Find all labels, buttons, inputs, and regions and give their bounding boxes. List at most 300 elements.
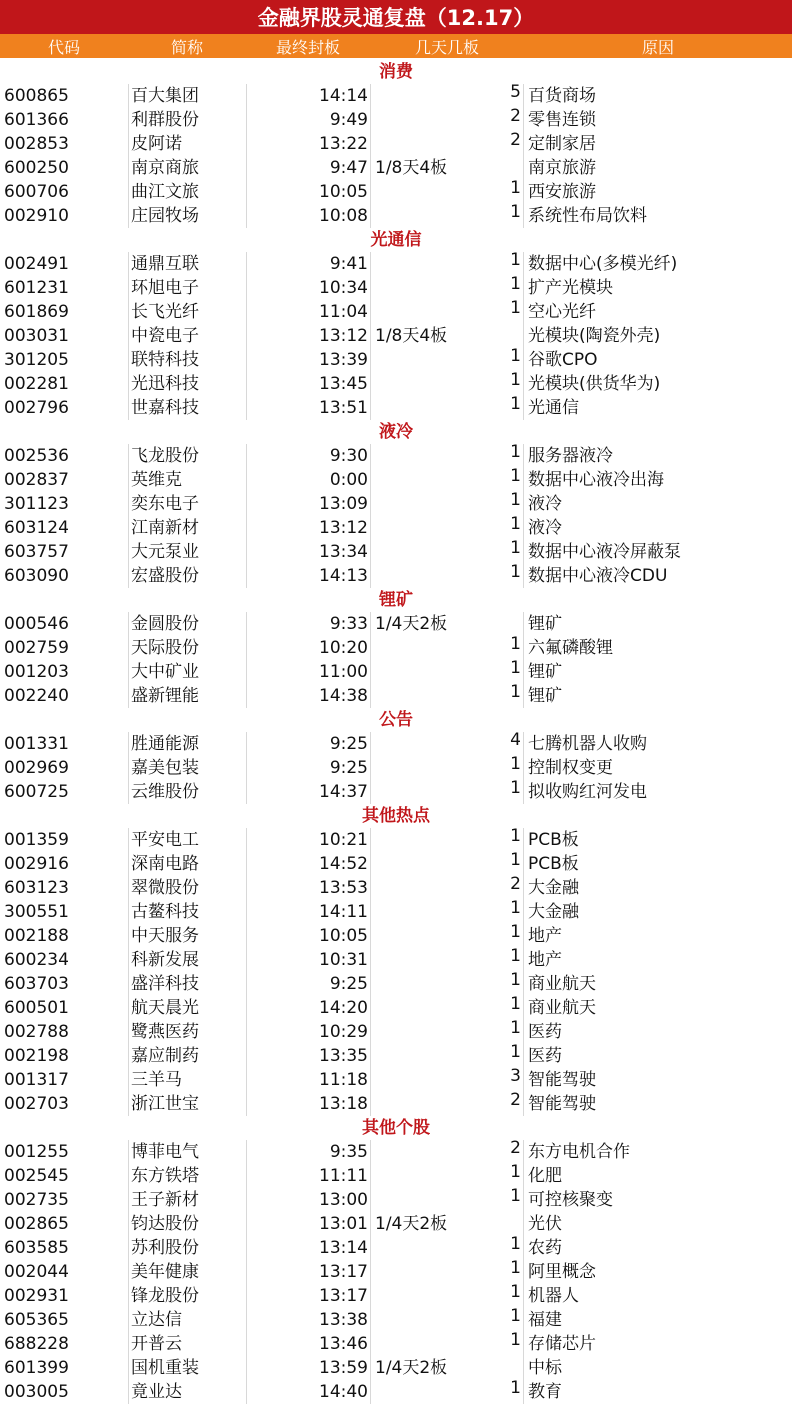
cell-reason: 数据中心液冷CDU [528,566,668,586]
cell-days [370,468,524,492]
table-row [0,996,792,1020]
cell-time: 13:34 [246,540,370,564]
cell-name: 盛新锂能 [128,684,246,708]
cell-board-count: 1 [510,178,521,198]
cell-time: 10:21 [246,828,370,852]
cell-reason: 扩产光模块 [528,278,613,298]
cell-time: 14:52 [246,852,370,876]
cell-board-count: 1 [510,466,521,486]
cell-board-count: 1 [510,970,521,990]
cell-board-count: 1 [510,442,521,462]
table-row [0,1356,792,1380]
cell-days [370,1188,524,1212]
cell-reason: 锂矿 [528,614,562,634]
cell-code: 301205 [4,350,69,370]
table-row [0,540,792,564]
cell-name: 宏盛股份 [128,564,246,588]
section-title: 消费 [379,62,413,82]
table-row [0,396,792,420]
cell-reason: 光伏 [528,1214,562,1234]
cell-name: 联特科技 [128,348,246,372]
cell-reason: 南京旅游 [528,158,596,178]
cell-board-count: 1 [510,1306,521,1326]
cell-board-count: 1 [510,1330,521,1350]
cell-days [370,516,524,540]
cell-code: 002491 [4,254,69,274]
cell-board-count: 1 [510,1282,521,1302]
cell-reason: 医药 [528,1046,562,1066]
cell-time: 9:41 [246,252,370,276]
cell-reason: 百货商场 [528,86,596,106]
cell-name: 开普云 [128,1332,246,1356]
cell-code: 002281 [4,374,69,394]
cell-days [370,132,524,156]
cell-time: 13:51 [246,396,370,420]
cell-code: 601231 [4,278,69,298]
cell-time: 13:18 [246,1092,370,1116]
cell-days [370,876,524,900]
cell-reason: 数据中心液冷屏蔽泵 [528,542,681,562]
table-row [0,156,792,180]
table-body [0,58,792,1404]
cell-time: 13:35 [246,1044,370,1068]
cell-time: 11:11 [246,1164,370,1188]
cell-time: 9:30 [246,444,370,468]
section-title: 锂矿 [379,590,413,610]
cell-name: 中瓷电子 [128,324,246,348]
table-row [0,1044,792,1068]
cell-board-count: 1 [510,490,521,510]
section-title: 液冷 [379,422,413,442]
cell-name: 航天晨光 [128,996,246,1020]
table-row [0,1284,792,1308]
cell-code: 001331 [4,734,69,754]
cell-board-count: 1 [510,514,521,534]
cell-reason: 锂矿 [528,662,562,682]
cell-reason: 谷歌CPO [528,350,598,370]
cell-time: 13:46 [246,1332,370,1356]
cell-reason: 存储芯片 [528,1334,596,1354]
cell-code: 300551 [4,902,69,922]
cell-code: 001359 [4,830,69,850]
cell-board-count: 1 [510,922,521,942]
cell-days [370,84,524,108]
cell-code: 002188 [4,926,69,946]
cell-reason: 中标 [528,1358,562,1378]
page-title: 金融界股灵通复盘（12.17） [0,0,792,34]
table-row [0,84,792,108]
table-row [0,516,792,540]
cell-board-count: 1 [510,1018,521,1038]
table-row [0,780,792,804]
cell-time: 13:22 [246,132,370,156]
cell-reason: 数据中心液冷出海 [528,470,664,490]
cell-time: 13:09 [246,492,370,516]
cell-days [370,204,524,228]
cell-time: 14:40 [246,1380,370,1404]
cell-board-count: 1 [510,898,521,918]
cell-reason: PCB板 [528,830,579,850]
cell-days [370,564,524,588]
cell-code: 603124 [4,518,69,538]
table-row [0,1188,792,1212]
cell-time: 9:33 [246,612,370,636]
cell-board-count: 1 [510,1234,521,1254]
table-row [0,372,792,396]
table-row [0,900,792,924]
cell-days [370,300,524,324]
cell-name: 美年健康 [128,1260,246,1284]
cell-code: 001203 [4,662,69,682]
cell-time: 10:05 [246,180,370,204]
cell-time: 10:05 [246,924,370,948]
cell-days [370,1236,524,1260]
cell-name: 嘉应制药 [128,1044,246,1068]
cell-days [370,1308,524,1332]
cell-days [370,972,524,996]
cell-name: 国机重装 [128,1356,246,1380]
cell-time: 13:01 [246,1212,370,1236]
cell-time: 9:25 [246,756,370,780]
cell-name: 天际股份 [128,636,246,660]
cell-code: 002735 [4,1190,69,1210]
cell-days [370,1140,524,1164]
cell-days [370,1284,524,1308]
cell-days [370,372,524,396]
cell-name: 盛洋科技 [128,972,246,996]
cell-reason: PCB板 [528,854,579,874]
cell-reason: 阿里概念 [528,1262,596,1282]
cell-reason: 东方电机合作 [528,1142,630,1162]
cell-reason: 零售连锁 [528,110,596,130]
cell-days [370,444,524,468]
cell-reason: 教育 [528,1382,562,1402]
cell-time: 13:38 [246,1308,370,1332]
cell-reason: 液冷 [528,518,562,538]
cell-code: 002536 [4,446,69,466]
cell-name: 科新发展 [128,948,246,972]
cell-time: 14:11 [246,900,370,924]
cell-reason: 拟收购红河发电 [528,782,647,802]
cell-time: 9:35 [246,1140,370,1164]
cell-board-count: 1 [510,994,521,1014]
cell-days [370,396,524,420]
cell-time: 14:13 [246,564,370,588]
table-row [0,204,792,228]
cell-code: 002853 [4,134,69,154]
cell-board-count: 1 [510,562,521,582]
cell-days [370,1164,524,1188]
cell-days [370,852,524,876]
cell-reason: 七腾机器人收购 [528,734,647,754]
cell-board-count: 2 [510,106,521,126]
cell-days [370,900,524,924]
cell-code: 600865 [4,86,69,106]
cell-days-range: 1/4天2板 [375,1358,448,1378]
cell-reason: 智能驾驶 [528,1094,596,1114]
cell-reason: 空心光纤 [528,302,596,322]
cell-name: 苏利股份 [128,1236,246,1260]
cell-name: 大元泵业 [128,540,246,564]
cell-days [370,276,524,300]
cell-time: 13:12 [246,516,370,540]
section-title: 其他个股 [362,1118,430,1138]
cell-code: 002788 [4,1022,69,1042]
cell-time: 10:08 [246,204,370,228]
table-row [0,1068,792,1092]
cell-days [370,1068,524,1092]
cell-board-count: 3 [510,1066,521,1086]
section-title: 其他热点 [362,806,430,826]
cell-days [370,1260,524,1284]
cell-board-count: 2 [510,1090,521,1110]
cell-days [370,828,524,852]
cell-name: 庄园牧场 [128,204,246,228]
table-row [0,324,792,348]
cell-days [370,612,524,636]
cell-board-count: 1 [510,826,521,846]
cell-code: 600250 [4,158,69,178]
cell-name: 胜通能源 [128,732,246,756]
cell-time: 13:14 [246,1236,370,1260]
table-row [0,348,792,372]
cell-code: 601399 [4,1358,69,1378]
table-row [0,132,792,156]
cell-days-range: 1/4天2板 [375,1214,448,1234]
cell-reason: 可控核聚变 [528,1190,613,1210]
cell-reason: 商业航天 [528,998,596,1018]
cell-board-count: 2 [510,874,521,894]
cell-board-count: 2 [510,1138,521,1158]
cell-days [370,1020,524,1044]
cell-name: 竟业达 [128,1380,246,1404]
cell-days [370,492,524,516]
cell-time: 10:29 [246,1020,370,1044]
cell-name: 飞龙股份 [128,444,246,468]
cell-board-count: 1 [510,1258,521,1278]
cell-code: 002837 [4,470,69,490]
cell-name: 中天服务 [128,924,246,948]
table-row [0,732,792,756]
cell-days [370,636,524,660]
cell-time: 9:47 [246,156,370,180]
cell-days [370,108,524,132]
cell-board-count: 1 [510,394,521,414]
cell-time: 9:25 [246,972,370,996]
cell-days [370,780,524,804]
cell-days [370,1356,524,1380]
cell-days-range: 1/8天4板 [375,158,448,178]
cell-time: 14:37 [246,780,370,804]
cell-code: 600501 [4,998,69,1018]
cell-code: 600725 [4,782,69,802]
cell-time: 14:20 [246,996,370,1020]
cell-time: 13:39 [246,348,370,372]
cell-reason: 服务器液冷 [528,446,613,466]
cell-code: 603757 [4,542,69,562]
section-title: 公告 [379,710,413,730]
cell-days [370,1092,524,1116]
header-days: 几天几板 [414,37,479,57]
cell-time: 0:00 [246,468,370,492]
header-code: 代码 [47,37,80,57]
cell-code: 002796 [4,398,69,418]
cell-time: 13:00 [246,1188,370,1212]
cell-time: 11:04 [246,300,370,324]
cell-reason: 液冷 [528,494,562,514]
cell-board-count: 1 [510,274,521,294]
cell-reason: 化肥 [528,1166,562,1186]
cell-name: 立达信 [128,1308,246,1332]
cell-days [370,756,524,780]
cell-board-count: 1 [510,538,521,558]
cell-days [370,1380,524,1404]
cell-code: 002759 [4,638,69,658]
cell-days [370,180,524,204]
cell-code: 603123 [4,878,69,898]
cell-code: 603703 [4,974,69,994]
cell-time: 14:38 [246,684,370,708]
table-header [0,34,792,58]
cell-name: 世嘉科技 [128,396,246,420]
table-row [0,1260,792,1284]
cell-board-count: 1 [510,946,521,966]
cell-days-range: 1/4天2板 [375,614,448,634]
cell-name: 嘉美包装 [128,756,246,780]
table-row [0,924,792,948]
cell-code: 003031 [4,326,69,346]
cell-time: 10:34 [246,276,370,300]
table-row [0,564,792,588]
cell-code: 603585 [4,1238,69,1258]
cell-days [370,1212,524,1236]
cell-code: 002044 [4,1262,69,1282]
cell-name: 古鳌科技 [128,900,246,924]
cell-code: 002916 [4,854,69,874]
table-row [0,444,792,468]
cell-time: 14:14 [246,84,370,108]
cell-days [370,660,524,684]
cell-reason: 光模块(供货华为) [528,374,661,394]
cell-code: 000546 [4,614,69,634]
cell-board-count: 1 [510,682,521,702]
cell-time: 13:45 [246,372,370,396]
cell-name: 平安电工 [128,828,246,852]
table-row [0,876,792,900]
cell-board-count: 1 [510,250,521,270]
cell-name: 云维股份 [128,780,246,804]
cell-name: 长飞光纤 [128,300,246,324]
table-row [0,108,792,132]
cell-board-count: 2 [510,130,521,150]
cell-time: 13:59 [246,1356,370,1380]
cell-reason: 地产 [528,950,562,970]
cell-reason: 光通信 [528,398,579,418]
table-row [0,492,792,516]
cell-days [370,252,524,276]
cell-code: 605365 [4,1310,69,1330]
table-row [0,1020,792,1044]
table-row [0,1308,792,1332]
cell-code: 601366 [4,110,69,130]
cell-code: 301123 [4,494,69,514]
cell-name: 锋龙股份 [128,1284,246,1308]
cell-name: 翠微股份 [128,876,246,900]
cell-days [370,1044,524,1068]
cell-reason: 系统性布局饮料 [528,206,647,226]
cell-days [370,996,524,1020]
cell-reason: 福建 [528,1310,562,1330]
cell-board-count: 1 [510,754,521,774]
table-row [0,1236,792,1260]
cell-name: 江南新材 [128,516,246,540]
cell-board-count: 1 [510,202,521,222]
cell-reason: 农药 [528,1238,562,1258]
cell-board-count: 1 [510,370,521,390]
cell-name: 深南电路 [128,852,246,876]
cell-reason: 机器人 [528,1286,579,1306]
table-row [0,852,792,876]
cell-code: 001317 [4,1070,69,1090]
cell-reason: 定制家居 [528,134,596,154]
cell-code: 002865 [4,1214,69,1234]
cell-code: 002703 [4,1094,69,1114]
cell-time: 13:53 [246,876,370,900]
cell-reason: 大金融 [528,902,579,922]
cell-name: 钧达股份 [128,1212,246,1236]
cell-days [370,348,524,372]
cell-reason: 锂矿 [528,686,562,706]
cell-board-count: 4 [510,730,521,750]
cell-reason: 西安旅游 [528,182,596,202]
cell-reason: 智能驾驶 [528,1070,596,1090]
cell-name: 金圆股份 [128,612,246,636]
cell-code: 688228 [4,1334,69,1354]
table-row [0,1212,792,1236]
cell-days [370,948,524,972]
cell-days [370,732,524,756]
cell-name: 大中矿业 [128,660,246,684]
table-row [0,252,792,276]
cell-reason: 六氟磷酸锂 [528,638,613,658]
cell-code: 002198 [4,1046,69,1066]
table-row [0,276,792,300]
cell-code: 601869 [4,302,69,322]
table-row [0,612,792,636]
cell-name: 东方铁塔 [128,1164,246,1188]
cell-code: 002910 [4,206,69,226]
cell-board-count: 1 [510,850,521,870]
cell-time: 10:31 [246,948,370,972]
cell-name: 曲江文旅 [128,180,246,204]
cell-time: 10:20 [246,636,370,660]
cell-board-count: 1 [510,346,521,366]
cell-reason: 大金融 [528,878,579,898]
cell-code: 002240 [4,686,69,706]
cell-days [370,540,524,564]
cell-board-count: 1 [510,1186,521,1206]
table-row [0,948,792,972]
table-row [0,468,792,492]
cell-reason: 医药 [528,1022,562,1042]
cell-name: 通鼎互联 [128,252,246,276]
cell-time: 11:18 [246,1068,370,1092]
cell-code: 600706 [4,182,69,202]
cell-days [370,924,524,948]
table-row [0,636,792,660]
cell-name: 环旭电子 [128,276,246,300]
table-row [0,300,792,324]
